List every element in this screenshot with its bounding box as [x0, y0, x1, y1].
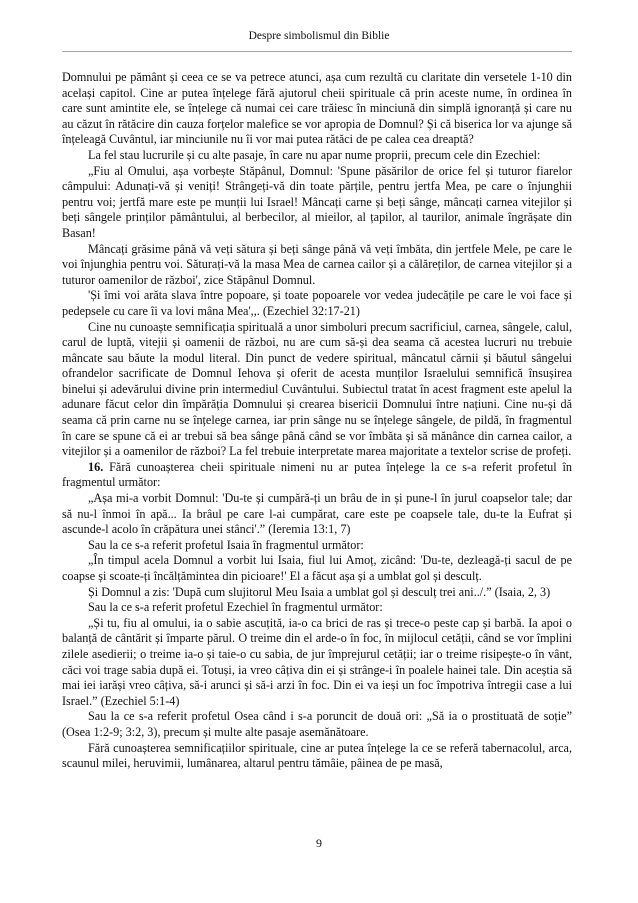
- paragraph-text: Sau la ce s-a referit profetul Ezechiel în fragmentul următor:: [88, 600, 383, 615]
- paragraph-text: Domnului pe pământ și ceea ce se va petrece atunci, așa cum rezultă cu claritate din versetele 1-10 din același capitol. Cine ar putea înțelege fără ajutorul cheii spirituale că prin aceste nume, în ordinea în care sunt amintite ele, se înțelege că numai cei care trăiesc în minciună din simplă ignoranță și care nu au căzut în rătăcire din cauza forțelor malefice se vor apropia de Domnul? Și că biserica lor va ajunge să înțeleagă Cuvântul, iar minciunile nu îi vor mai putea rătăci de pe calea cea dreaptă?: [62, 70, 572, 147]
- paragraph: [62, 741, 572, 772]
- paragraph-text: Și Domnul a zis: 'După cum slujitorul Meu Isaia a umblat gol și desculț trei ani../.” (Isaia, 2, 3): [88, 584, 551, 599]
- paragraph-text: „Și tu, fiu al omului, ia o sabie ascuțită, ia-o ca brici de ras și trece-o peste cap și barbă. Ia apoi o balanță de cântărit și împarte părul. O treime din el arde-o în foc, în mijlocul cetății, când se vor împlini zilele asedierii; o treime ia-o și taie-o cu sabia, de jur împrejurul cetății; iar o treime risipește-o în vânt, căci voi trage sabia după ei. Totuși, ia vreo câțiva din ei și strânge-i în poalele hainei tale. Din aceștia să mai iei iarăși vreo câțiva, să-i arunci și să-i arzi în foc. Din ei va ieși un foc împotriva întregii case a lui Israel.” (Ezechiel 5:1-4): [62, 615, 572, 708]
- running-header: Despre simbolismul din Biblie: [248, 30, 390, 42]
- paragraph: [62, 70, 572, 148]
- paragraph: [62, 460, 572, 491]
- paragraph-text: Sau la ce s-a referit profetul Isaia în fragmentul următor:: [88, 537, 364, 552]
- page-number: 9: [316, 836, 322, 850]
- paragraph: [62, 491, 572, 538]
- paragraph: [62, 585, 572, 601]
- section-number: 16.: [88, 459, 104, 474]
- header-rule: [62, 51, 572, 52]
- paragraph: [62, 148, 572, 164]
- paragraph-text: La fel stau lucrurile și cu alte pasaje, în care nu apar nume proprii, precum cele din Ezechiel:: [88, 147, 541, 162]
- paragraph-text: Fără cunoașterea cheii spirituale nimeni nu ar putea înțelege la ce s-a referit profetul în fragmentul următor:: [62, 459, 572, 490]
- paragraph-text: „Fiu al Omului, așa vorbește Stăpânul, Domnul: 'Spune păsărilor de orice fel și tuturor fiarelor câmpului: Adunați-vă și veniți! Strângeți-vă din toate părțile, pentru jertfa Mea, pe care o înjunghii pentru voi; jertfă mare este pe munții lui Israel! Mâncați carne și beți sânge, mâncați carnea vitejilor și beți sângele prinților pământului, al berbecilor, al mieilor, al țapilor, al taurilor, animale îngrășate din Basan!: [62, 163, 572, 240]
- paragraph: [62, 164, 572, 242]
- paragraph: [62, 600, 572, 616]
- paragraph: [62, 538, 572, 554]
- paragraph: [62, 709, 572, 740]
- paragraph-text: „În timpul acela Domnul a vorbit lui Isaia, fiul lui Amoț, zicând: 'Du-te, dezleagă-ți sacul de pe coapse și scoate-ți încălțămintea din picioare!' El a făcut așa și a umblat gol și desculț.: [62, 553, 572, 583]
- paragraph: [62, 553, 572, 584]
- paragraph: [62, 288, 572, 319]
- paragraph: [62, 320, 572, 460]
- paragraph-text: Sau la ce s-a referit profetul Osea când i s-a poruncit de două ori: „Să ia o prostituată de soție” (Osea 1:2-9; 3:2, 3), precum și multe alte pasaje asemănătoare.: [62, 709, 572, 739]
- paragraph-text: „Așa mi-a vorbit Domnul: 'Du-te și cumpără-ți un brâu de in și pune-l în jurul coapselor tale; dar să nu-l înmoi în apă... Ia brâul pe care l-ai cumpărat, care este pe coapsele tale, du-te la Eufrat și ascunde-l acolo în crăpătura unei stânci'.” (Ieremia 13:1, 7): [62, 491, 572, 537]
- paragraph: [62, 616, 572, 710]
- paragraph: [62, 242, 572, 289]
- paragraph-text: Cine nu cunoaște semnificația spirituală a unor simboluri precum sacrificiul, carnea, sângele, calul, carul de luptă, vitejii și oamenii de război, nu are cum să-și dea seama că acestea lucruri nu trebuie mâncate sau băute la modul literal. Din punct de vedere spiritual, mâncatul cărnii și băutul sângelui ofrandelor sacrificate de Domnul Iehova și oferit de acesta munților Israelului semnifică însușirea binelui și adevărului divine prin intermediul Cuvântului. Subiectul tratat în acest fragment este apelul la adunare făcut celor din împărăția Domnului și crearea bisericii Domnului între națiuni. Cine nu-și dă seama că prin carne nu se înțelege carnea, iar prin sânge nu se înțelege sângele, de pildă, în fragmentul în care se spune că ei ar trebui să bea sânge până când se vor îmbăta și să mănânce din carnea cailor, a vitejilor și a oamenilor de război? La fel trebuie interpretate marea majoritate a textelor scrise de profeți.: [62, 319, 572, 459]
- body-text: [62, 70, 572, 772]
- paragraph-text: Mâncați grăsime până vă veți sătura și beți sânge până vă veți îmbăta, din jertfele Mele, pe care le voi înjunghia pentru voi. Săturați-vă la masa Mea de carnea cailor și a călăreților, de carnea vitejilor și a tuturor oamenilor de război', zice Stăpânul Domnul.: [62, 241, 572, 287]
- paragraph-text: 'Și îmi voi arăta slava între popoare, și toate popoarele vor vedea judecățile pe care le voi face și pedepsele cu care îi va lovi mâna Mea',,. (Ezechiel 32:17-21): [62, 288, 572, 318]
- paragraph-text: Fără cunoașterea semnificațiilor spirituale, cine ar putea înțelege la ce se referă tabernacolul, arca, scaunul milei, heruvimii, lumânarea, altarul pentru tămâie, pâinea de pe masă,: [62, 740, 572, 771]
